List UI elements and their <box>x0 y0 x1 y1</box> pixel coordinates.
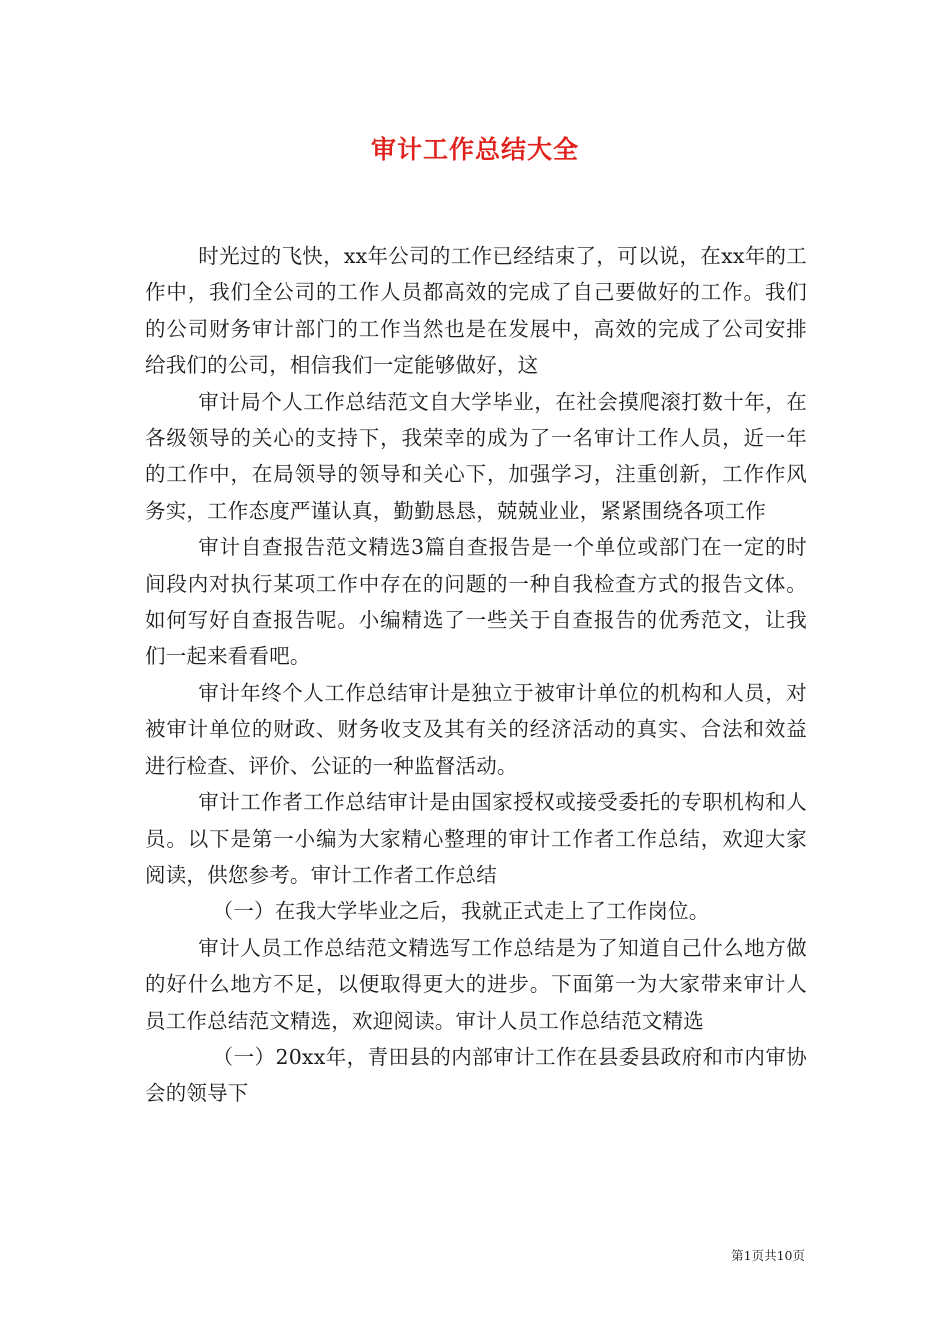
paragraph: 审计自查报告范文精选3篇自查报告是一个单位或部门在一定的时间段内对执行某项工作中存在的问题的一种自我检查方式的报告文体。如何写好自查报告呢。小编精选了一些关于自查报告的优秀范文，让我们一起来看看吧。 <box>145 535 807 669</box>
paragraph: 时光过的飞快，xx年公司的工作已经结束了，可以说，在xx年的工作中，我们全公司的工作人员都高效的完成了自己要做好的工作。我们的公司财务审计部门的工作当然也是在发展中，高效的完成了公司安排给我们的公司，相信我们一定能够做好，这 <box>145 244 807 378</box>
paragraph: 审计工作者工作总结审计是由国家授权或接受委托的专职机构和人员。以下是第一小编为大家精心整理的审计工作者工作总结，欢迎大家阅读，供您参考。审计工作者工作总结 <box>145 790 807 887</box>
paragraph: 审计年终个人工作总结审计是独立于被审计单位的机构和人员，对被审计单位的财政、财务收支及其有关的经济活动的真实、合法和效益进行检查、评价、公证的一种监督活动。 <box>145 680 807 778</box>
document-body <box>145 238 807 1112</box>
paragraph: 审计人员工作总结范文精选写工作总结是为了知道自己什么地方做的好什么地方不足，以便取得更大的进步。下面第一为大家带来审计人员工作总结范文精选，欢迎阅读。审计人员工作总结范文精选 <box>145 935 807 1033</box>
paragraph: （一）20xx年，青田县的内部审计工作在县委县政府和市内审协会的领导下 <box>145 1044 807 1106</box>
paragraph: （一）在我大学毕业之后，我就正式走上了工作岗位。 <box>212 899 710 924</box>
paragraph: 审计局个人工作总结范文自大学毕业，在社会摸爬滚打数十年，在各级领导的关心的支持下，我荣幸的成为了一名审计工作人员，近一年的工作中，在局领导的领导和关心下，加强学习，注重创新，工作作风务实，工作态度严谨认真，勤勤恳恳，兢兢业业，紧紧围绕各项工作 <box>145 389 807 523</box>
page-number-footer: 第1页共10页 <box>731 1248 805 1263</box>
document-title: 审计工作总结大全 <box>370 135 579 164</box>
